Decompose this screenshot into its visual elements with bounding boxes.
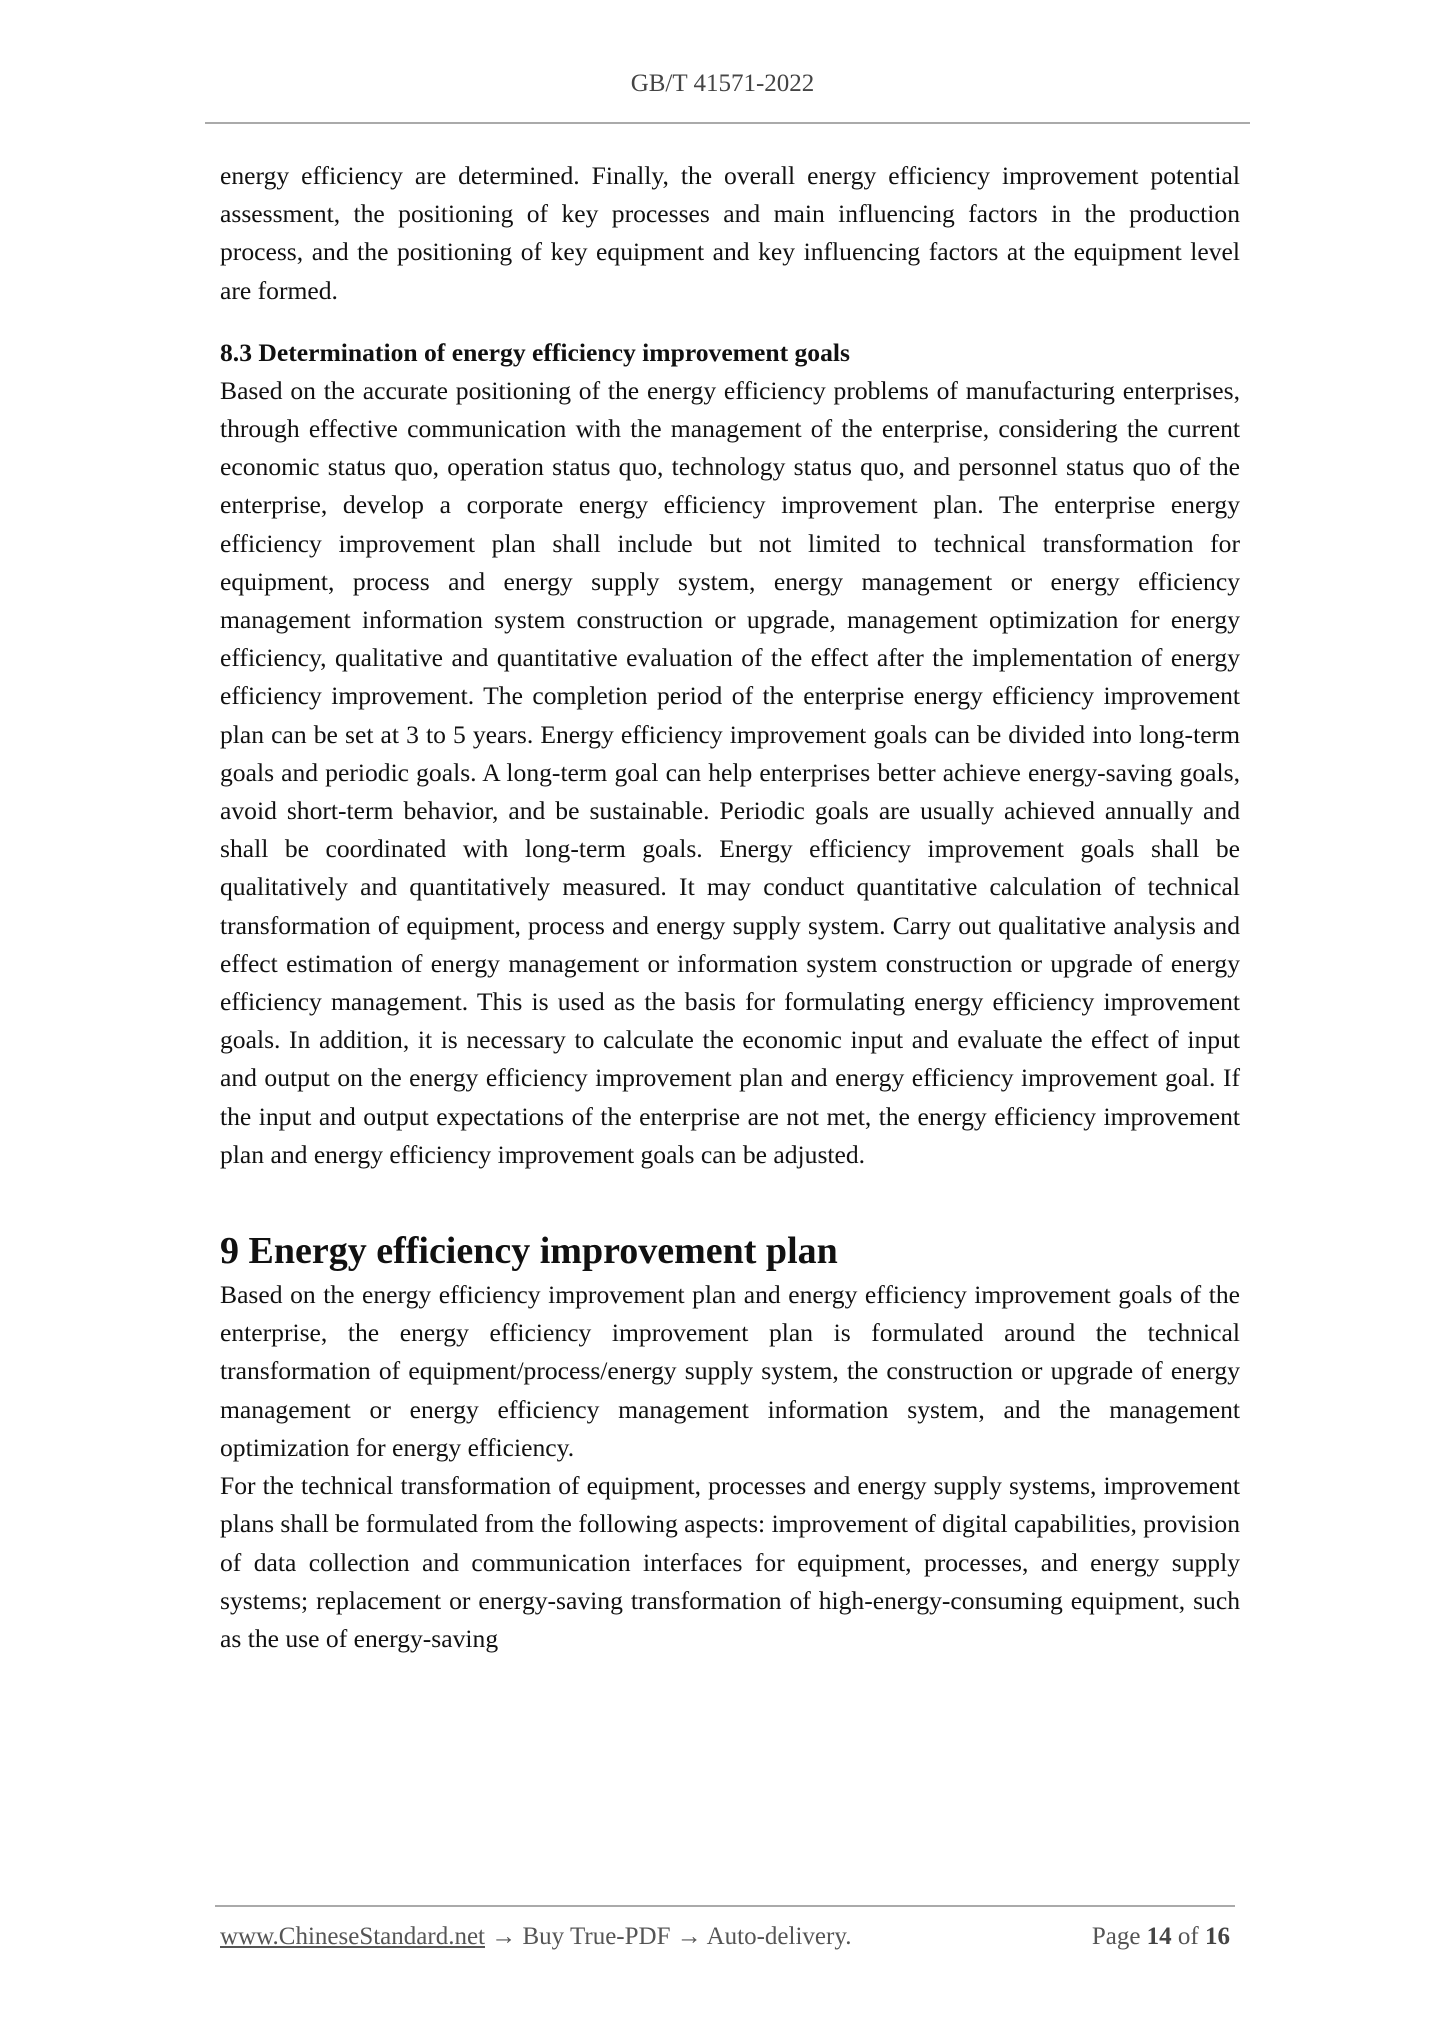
header-divider xyxy=(205,122,1250,124)
section-9-heading: 9 Energy efficiency improvement plan xyxy=(220,1230,838,1273)
delivery-text: Auto-delivery. xyxy=(706,1923,852,1950)
arrow-right-icon: → xyxy=(491,1923,517,1950)
paragraph-9-technical: For the technical transformation of equipment, processes and energy supply systems, improvement plans shall be formulated from the following aspects: improvement of digital capabilities, provision of data collection and communication interfaces for equipment, processes, and energy supply systems; replacement or energy-saving transformation of high-energy-consuming equipment, such as the use of energy-saving xyxy=(220,1471,1240,1653)
total-pages: 16 xyxy=(1205,1923,1230,1950)
arrow-right-icon: → xyxy=(676,1923,702,1950)
footer-promo xyxy=(220,1923,851,1951)
page-content xyxy=(220,157,1240,1658)
page-number: Page 14 of 16 xyxy=(1091,1923,1230,1950)
document-id: GB/T 41571-2022 xyxy=(630,70,815,97)
website-link[interactable]: www.ChineseStandard.net xyxy=(220,1923,485,1950)
page-header xyxy=(0,70,1445,98)
paragraph-8-3: Based on the accurate positioning of the energy efficiency problems of manufacturing enterprises, through effective communication with the management of the enterprise, considering the current economic status quo, operation status quo, technology status quo, and personnel status quo of the enterprise, develop a corporate energy efficiency improvement plan. The enterprise energy efficiency improvement plan shall include but not limited to technical transformation for equipment, process and energy supply system, energy management or energy efficiency management information system construction or upgrade, management optimization for energy efficiency, qualitative and quantitative evaluation of the effect after the implementation of energy efficiency improvement. The completion period of the enterprise energy efficiency improvement plan can be set at 3 to 5 years. Energy efficiency improvement goals can be divided into long-term goals and periodic goals. A long-term goal can help enterprises better achieve energy-saving goals, avoid short-term behavior, and be sustainable. Periodic goals are usually achieved annually and shall be coordinated with long-term goals. Energy efficiency improvement goals shall be qualitatively and quantitatively measured. It may conduct quantitative calculation of technical transformation of equipment, process and energy supply system. Carry out qualitative analysis and effect estimation of energy management or information system construction or upgrade of energy efficiency management. This is used as the basis for formulating energy efficiency improvement goals. In addition, it is necessary to calculate the economic input and evaluate the effect of input and output on the energy efficiency improvement plan and energy efficiency improvement goal. If the input and output expectations of the enterprise are not met, the energy efficiency improvement plan and energy efficiency improvement goals can be adjusted. xyxy=(220,375,1240,1169)
current-page: 14 xyxy=(1146,1923,1172,1950)
paragraph-9-intro: Based on the energy efficiency improvement plan and energy efficiency improvement goals of the enterprise, the energy efficiency improvement plan is formulated around the technical transformation of equipment/process/energy supply system, the construction or upgrade of energy management or energy efficiency management information system, and the management optimization for energy efficiency. xyxy=(220,1280,1240,1462)
section-8-3-heading: 8.3 Determination of energy efficiency improvement goals xyxy=(220,337,850,367)
buy-text: Buy True-PDF xyxy=(522,1923,671,1950)
footer-divider xyxy=(215,1905,1235,1907)
paragraph-continuation: energy efficiency are determined. Finally, the overall energy efficiency improvement potential assessment, the positioning of key processes and main influencing factors in the production process, and the positioning of key equipment and key influencing factors at the equipment level are formed. xyxy=(220,161,1240,305)
page-footer xyxy=(220,1923,1230,1951)
